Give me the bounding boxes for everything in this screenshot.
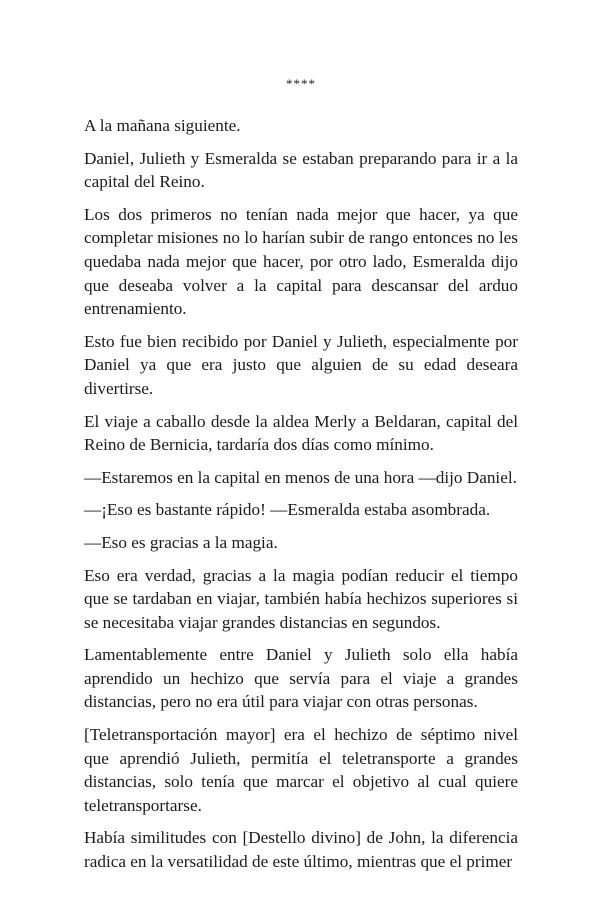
paragraph: [Teletransportación mayor] era el hechizo de séptimo nivel que aprendió Julieth, permitía el teletransporte a grandes distancias, solo tenía que marcar el objetivo al cual quiere teletransportarse. — [84, 725, 518, 815]
paragraph: Había similitudes con [Destello divino] de John, la diferencia radica en la versatilidad de este último, mientras que el primer — [84, 828, 518, 872]
dialogue-line: —Estaremos en la capital en menos de una hora —dijo Daniel. — [84, 467, 517, 487]
paragraph: A la mañana siguiente. — [84, 116, 241, 135]
paragraph: Daniel, Julieth y Esmeralda se estaban preparando para ir a la capital del Reino. — [84, 148, 518, 192]
paragraph: Eso era verdad, gracias a la magia podían reducir el tiempo que se tardaban en viajar, también había hechizos superiores si se necesitaba viajar grandes distancias en segundos. — [84, 565, 518, 632]
paragraph: Los dos primeros no tenían nada mejor que hacer, ya que completar misiones no lo harían subir de rango entonces no les quedaba nada mejor que hacer, por otro lado, Esmeralda dijo que deseaba volver a la capital para descansar del arduo entrenamiento. — [84, 204, 518, 319]
book-page — [84, 74, 518, 883]
paragraph: El viaje a caballo desde la aldea Merly a Beldaran, capital del Reino de Bernicia, tardaría dos días como mínimo. — [84, 411, 518, 455]
section-separator: **** — [286, 76, 316, 91]
paragraph: Esto fue bien recibido por Daniel y Julieth, especialmente por Daniel ya que era justo que alguien de su edad deseara divertirse. — [84, 331, 518, 398]
paragraph: Lamentablemente entre Daniel y Julieth solo ella había aprendido un hechizo que servía para el viaje a grandes distancias, pero no era útil para viajar con otras personas. — [84, 645, 518, 712]
dialogue-line: —¡Eso es bastante rápido! —Esmeralda estaba asombrada. — [84, 500, 491, 520]
dialogue-line: —Eso es gracias a la magia. — [84, 532, 278, 552]
